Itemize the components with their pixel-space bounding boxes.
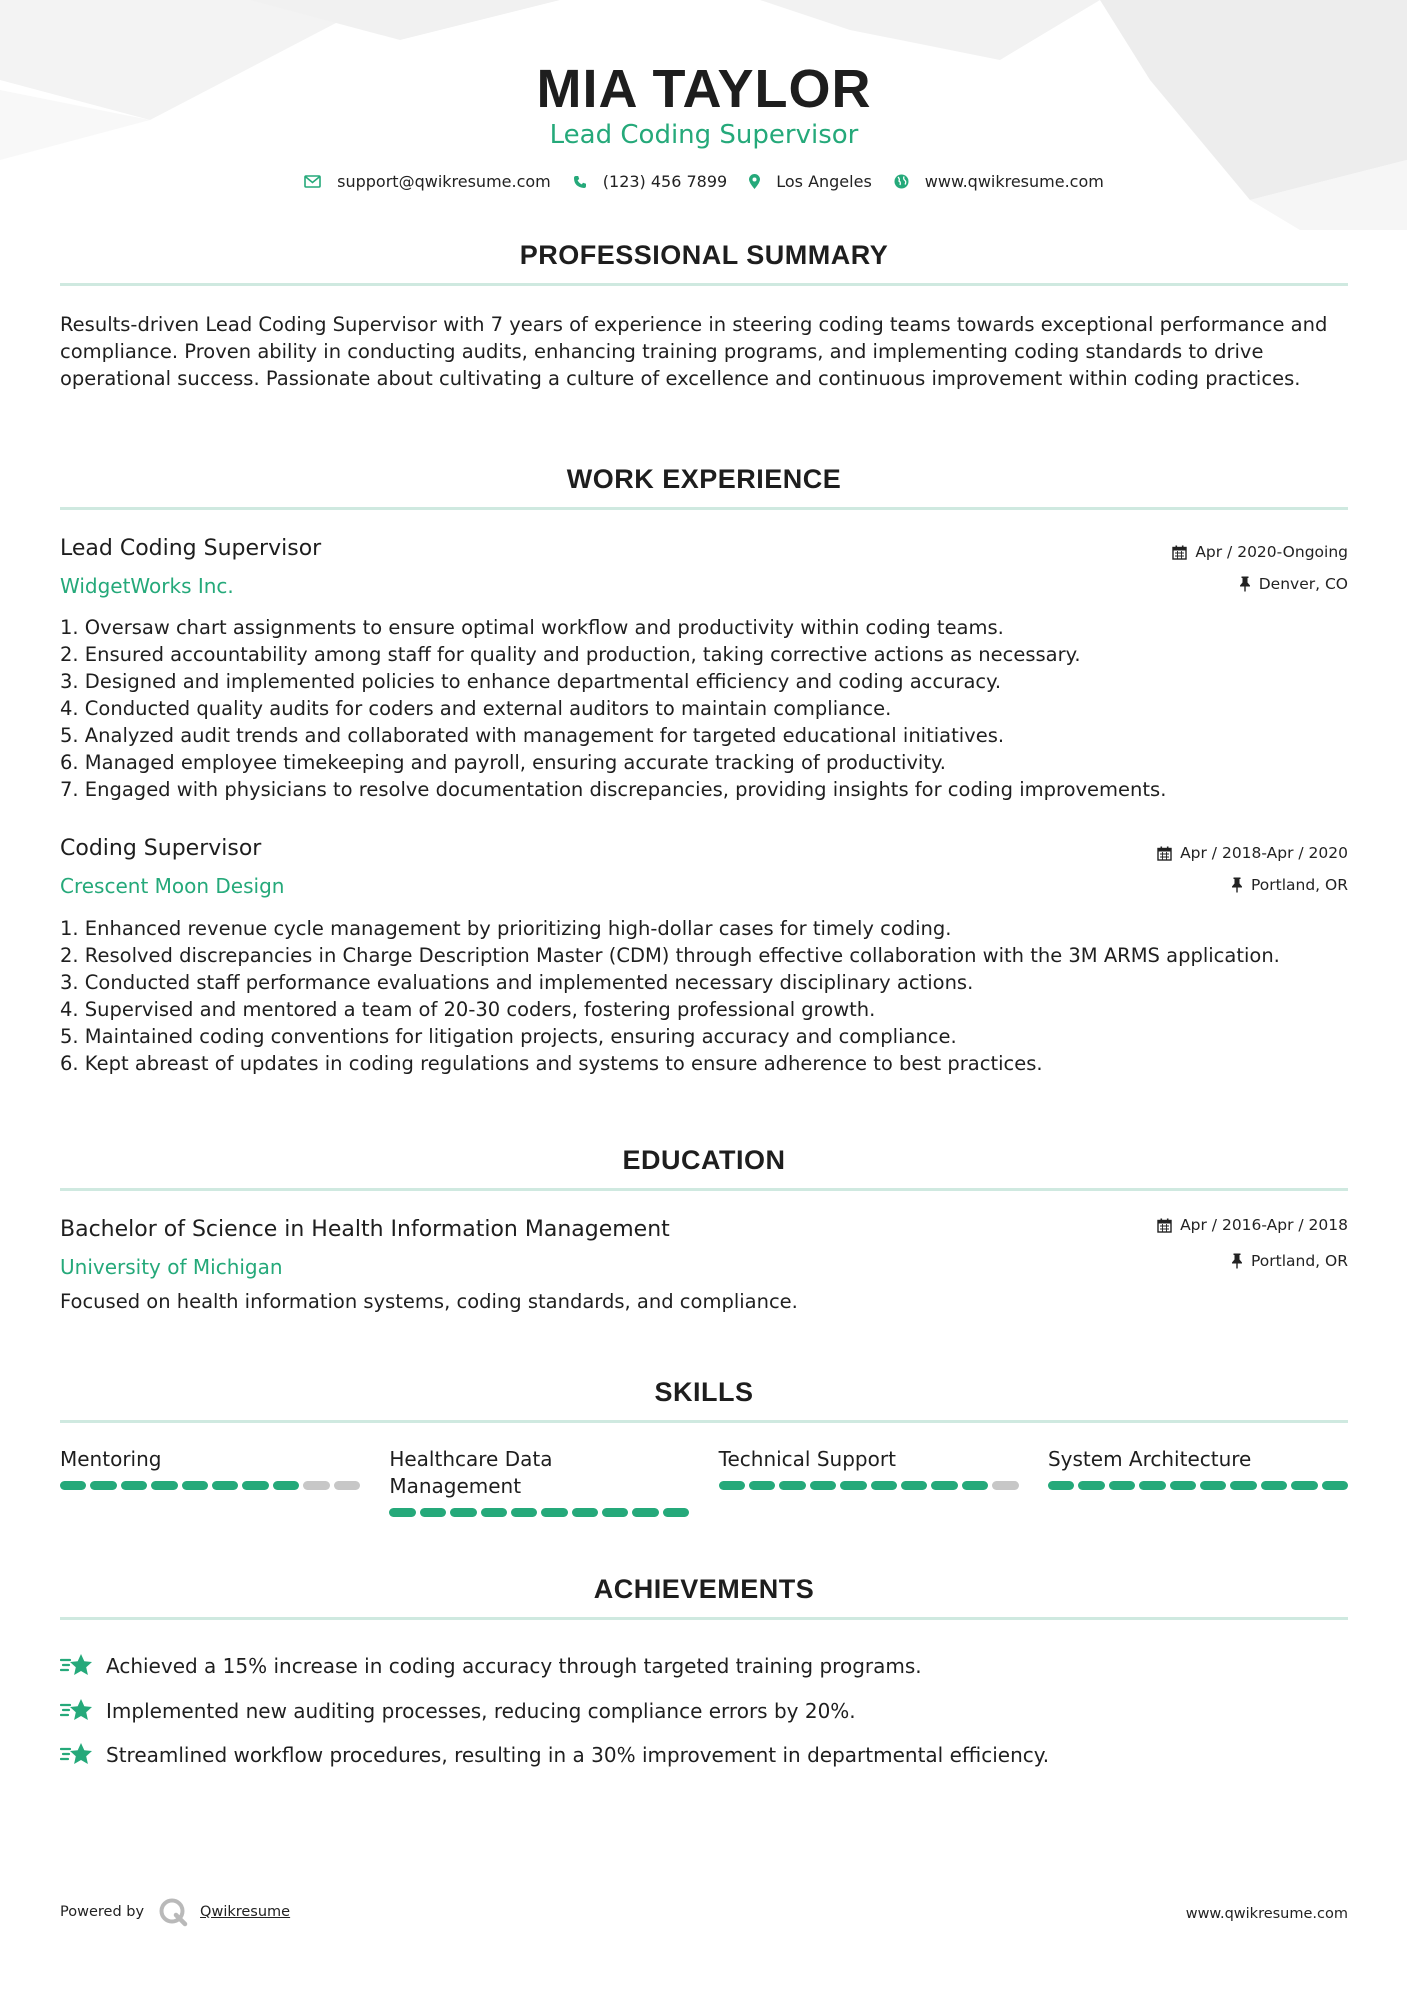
skill-segment-filled xyxy=(931,1481,957,1490)
list-item: 3. Designed and implemented policies to enhance departmental efficiency and coding accuracy. xyxy=(60,670,1002,693)
footer-powered-by xyxy=(60,1897,290,1927)
skill-segment-filled xyxy=(212,1481,238,1490)
achievements-divider xyxy=(60,1617,1348,1620)
skills-divider xyxy=(60,1420,1348,1423)
job-title: Coding Supervisor xyxy=(60,836,262,861)
skill-segment-filled xyxy=(151,1481,177,1490)
skill-segment-filled xyxy=(602,1508,628,1517)
skill-segment-filled xyxy=(450,1508,476,1517)
skill-level-bar xyxy=(719,1481,1019,1490)
skill-segment-filled xyxy=(121,1481,147,1490)
list-item: 5. Analyzed audit trends and collaborated with management for targeted educational initiatives. xyxy=(60,724,1005,747)
skill-level-bar xyxy=(60,1481,360,1490)
skill-segment-filled xyxy=(182,1481,208,1490)
list-item xyxy=(60,1644,1348,1689)
skill-segment-filled xyxy=(1078,1481,1104,1490)
skill-segment-filled xyxy=(541,1508,567,1517)
job-location xyxy=(1231,876,1348,894)
summary-text: Results-driven Lead Coding Supervisor with 7 years of experience in steering coding teams towards exceptional performance and compliance. Proven ability in conducting audits, enhancing training programs, and implementing coding standards to drive operational success. Passionate about cultivating a culture of excellence and continuous improvement within coding practices. xyxy=(60,313,1328,390)
skill-name: Healthcare Data Management xyxy=(389,1447,553,1498)
achievement-text: Achieved a 15% increase in coding accuracy through targeted training programs. xyxy=(106,1654,922,1679)
skill-segment-filled xyxy=(749,1481,775,1490)
skill-item xyxy=(1048,1446,1348,1517)
job-dates-text: Apr / 2018-Apr / 2020 xyxy=(1180,844,1348,862)
skill-segment-filled xyxy=(719,1481,745,1490)
phone-text: (123) 456 7899 xyxy=(602,172,728,191)
qwikresume-link[interactable]: Qwikresume xyxy=(200,1904,291,1920)
skill-segment-filled xyxy=(273,1481,299,1490)
education-description: Focused on health information systems, coding standards, and compliance. xyxy=(60,1290,798,1313)
skill-segment-filled xyxy=(1322,1481,1348,1490)
skills-grid xyxy=(60,1446,1348,1517)
education-dates-text: Apr / 2016-Apr / 2018 xyxy=(1180,1216,1348,1234)
education-heading: EDUCATION xyxy=(622,1145,786,1175)
skill-segment-filled xyxy=(871,1481,897,1490)
contact-email[interactable] xyxy=(304,172,551,191)
summary-heading: PROFESSIONAL SUMMARY xyxy=(519,240,889,270)
skill-segment-filled xyxy=(90,1481,116,1490)
contact-website[interactable] xyxy=(894,172,1104,191)
skill-segment-filled xyxy=(632,1508,658,1517)
skill-segment-filled xyxy=(901,1481,927,1490)
skill-segment-filled xyxy=(962,1481,988,1490)
education-divider xyxy=(60,1188,1348,1191)
list-item: 5. Maintained coding conventions for litigation projects, ensuring accuracy and compliance. xyxy=(60,1025,957,1048)
skill-segment-filled xyxy=(1109,1481,1135,1490)
email-text: support@qwikresume.com xyxy=(337,172,551,191)
list-item: 1. Enhanced revenue cycle management by prioritizing high-dollar cases for timely coding. xyxy=(60,917,952,940)
job-company: Crescent Moon Design xyxy=(60,874,285,898)
list-item xyxy=(60,1689,1348,1734)
star-icon xyxy=(60,1742,94,1768)
skill-segment-filled xyxy=(1261,1481,1287,1490)
star-icon xyxy=(60,1653,94,1679)
skill-segment-filled xyxy=(1230,1481,1256,1490)
skill-segment-filled xyxy=(840,1481,866,1490)
skill-name: System Architecture xyxy=(1047,1447,1252,1471)
degree-title: Bachelor of Science in Health Information Management xyxy=(60,1217,670,1242)
skill-segment-filled xyxy=(1200,1481,1226,1490)
skill-segment-filled xyxy=(389,1508,415,1517)
skill-name: Mentoring xyxy=(60,1447,162,1471)
globe-icon xyxy=(894,174,909,189)
list-item: 4. Conducted quality audits for coders and external auditors to maintain compliance. xyxy=(60,697,892,720)
job-company: WidgetWorks Inc. xyxy=(60,574,234,598)
powered-by-label: Powered by xyxy=(60,1904,145,1920)
list-item: 7. Engaged with physicians to resolve documentation discrepancies, providing insights for coding improvements. xyxy=(60,778,1167,801)
pushpin-icon xyxy=(1239,576,1251,592)
skill-segment-filled xyxy=(572,1508,598,1517)
skill-segment-filled xyxy=(60,1481,86,1490)
education-location-text: Portland, OR xyxy=(1250,1252,1348,1270)
list-item: 6. Kept abreast of updates in coding regulations and systems to ensure adherence to best practices. xyxy=(60,1052,1043,1075)
skill-level-bar xyxy=(1048,1481,1348,1490)
skill-segment-empty xyxy=(334,1481,360,1490)
skill-item xyxy=(719,1446,1019,1517)
skill-segment-filled xyxy=(663,1508,689,1517)
education-dates xyxy=(1157,1216,1348,1234)
contact-phone[interactable] xyxy=(573,172,727,191)
qwikresume-logo-icon xyxy=(158,1897,188,1927)
envelope-icon xyxy=(304,175,321,188)
job-bullets xyxy=(60,614,1348,803)
star-icon xyxy=(60,1698,94,1724)
job-dates xyxy=(1157,844,1348,862)
skill-item xyxy=(389,1446,689,1517)
achievement-text: Implemented new auditing processes, reducing compliance errors by 20%. xyxy=(106,1698,856,1723)
job-dates xyxy=(1172,543,1348,561)
school-name: University of Michigan xyxy=(60,1255,283,1279)
footer-website[interactable]: www.qwikresume.com xyxy=(1185,1906,1348,1922)
list-item: 4. Supervised and mentored a team of 20-30 coders, fostering professional growth. xyxy=(60,998,876,1021)
education-location xyxy=(1231,1252,1348,1270)
list-item xyxy=(60,1733,1348,1778)
achievement-text: Streamlined workflow procedures, resulting in a 30% improvement in departmental efficiency. xyxy=(106,1743,1050,1768)
skill-segment-empty xyxy=(992,1481,1018,1490)
job-bullets xyxy=(60,915,1348,1077)
list-item: 2. Ensured accountability among staff for quality and production, taking corrective actions as necessary. xyxy=(60,643,1081,666)
job-location-text: Portland, OR xyxy=(1250,876,1348,894)
candidate-name: MIA TAYLOR xyxy=(536,59,872,119)
achievements-list xyxy=(60,1644,1348,1778)
skill-name: Technical Support xyxy=(718,1447,896,1471)
job-location-text: Denver, CO xyxy=(1258,575,1348,593)
skill-item xyxy=(60,1446,360,1517)
skill-segment-filled xyxy=(1291,1481,1317,1490)
skills-heading: SKILLS xyxy=(654,1377,754,1407)
contact-location xyxy=(749,172,872,191)
skill-segment-filled xyxy=(511,1508,537,1517)
job-title: Lead Coding Supervisor xyxy=(60,536,322,561)
summary-divider xyxy=(60,283,1348,286)
pushpin-icon xyxy=(1231,877,1243,893)
skill-segment-empty xyxy=(303,1481,329,1490)
list-item: 2. Resolved discrepancies in Charge Description Master (CDM) through effective collaboration with the 3M ARMS application. xyxy=(60,944,1280,967)
calendar-icon xyxy=(1157,846,1172,861)
list-item: 1. Oversaw chart assignments to ensure optimal workflow and productivity within coding teams. xyxy=(60,616,1004,639)
list-item: 3. Conducted staff performance evaluations and implemented necessary disciplinary actions. xyxy=(60,971,974,994)
experience-divider xyxy=(60,507,1348,510)
skill-segment-filled xyxy=(420,1508,446,1517)
skill-segment-filled xyxy=(1170,1481,1196,1490)
calendar-icon xyxy=(1157,1218,1172,1233)
contact-row xyxy=(60,172,1348,191)
location-text: Los Angeles xyxy=(776,172,872,191)
calendar-icon xyxy=(1172,545,1187,560)
achievements-heading: ACHIEVEMENTS xyxy=(593,1574,815,1604)
map-pin-icon xyxy=(749,174,760,189)
pushpin-icon xyxy=(1231,1253,1243,1269)
job-location xyxy=(1239,575,1348,593)
skill-level-bar xyxy=(389,1508,689,1517)
skill-segment-filled xyxy=(779,1481,805,1490)
skill-segment-filled xyxy=(1139,1481,1165,1490)
phone-icon xyxy=(573,175,587,189)
list-item: 6. Managed employee timekeeping and payroll, ensuring accurate tracking of productivity. xyxy=(60,751,946,774)
candidate-role: Lead Coding Supervisor xyxy=(549,120,859,150)
experience-heading: WORK EXPERIENCE xyxy=(566,464,842,494)
skill-segment-filled xyxy=(1048,1481,1074,1490)
job-dates-text: Apr / 2020-Ongoing xyxy=(1195,543,1348,561)
website-text: www.qwikresume.com xyxy=(924,172,1104,191)
skill-segment-filled xyxy=(810,1481,836,1490)
skill-segment-filled xyxy=(481,1508,507,1517)
skill-segment-filled xyxy=(242,1481,268,1490)
